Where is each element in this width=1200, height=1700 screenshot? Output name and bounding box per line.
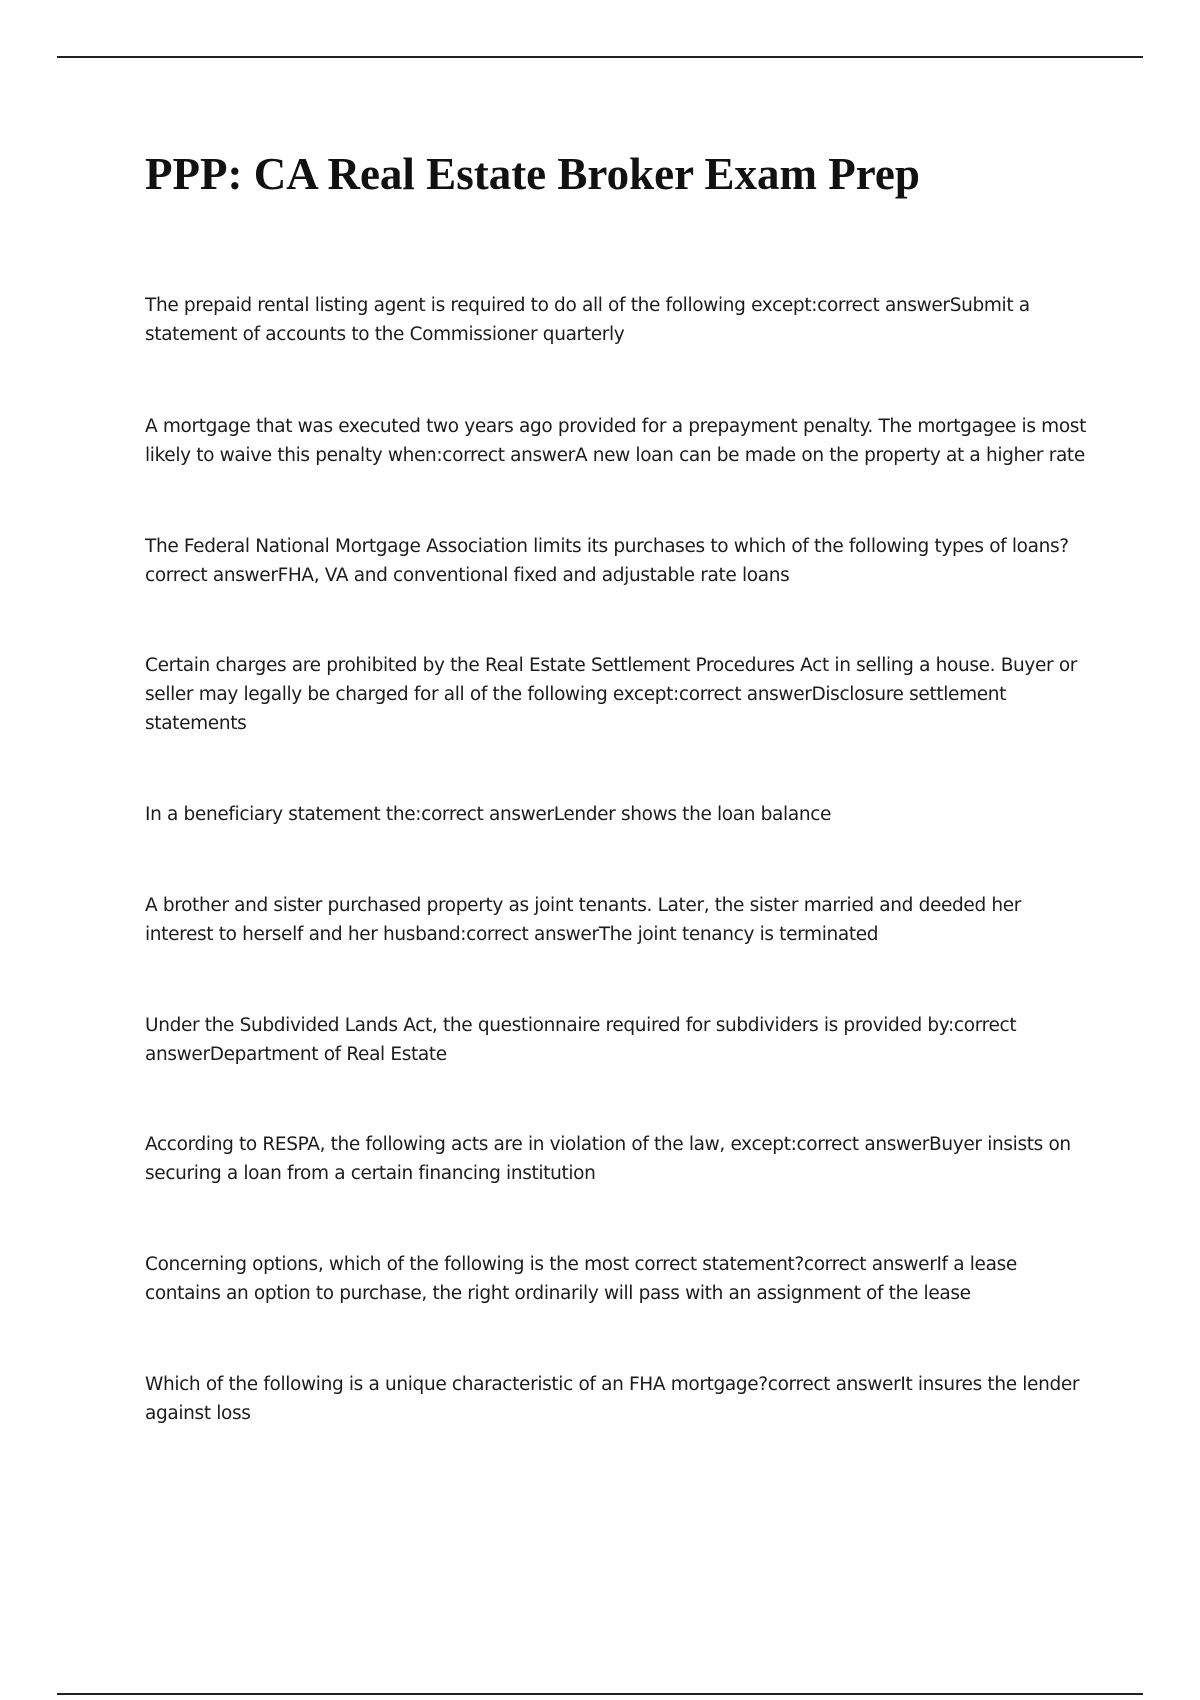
qa-item-1: The prepaid rental listing agent is required to do all of the following except:correct answerSubmit a statement of accounts to the Commissioner quarterly <box>145 295 1030 345</box>
qa-item-10: Which of the following is a unique characteristic of an FHA mortgage?correct answerIt insures the lender against loss <box>145 1374 1080 1424</box>
qa-item-9: Concerning options, which of the following is the most correct statement?correct answerIf a lease contains an option to purchase, the right ordinarily will pass with an assignment of the lease <box>145 1254 1017 1304</box>
qa-item-7: Under the Subdivided Lands Act, the questionnaire required for subdividers is provided by:correct answerDepartment of Real Estate <box>145 1015 1017 1065</box>
bottom-rule <box>57 1693 1143 1695</box>
qa-item-2: A mortgage that was executed two years ago provided for a prepayment penalty. The mortgagee is most likely to waive this penalty when:correct answerA new loan can be made on the property at a higher rate <box>145 416 1086 466</box>
qa-item-3: The Federal National Mortgage Association limits its purchases to which of the following types of loans?correct answerFHA, VA and conventional fixed and adjustable rate loans <box>145 536 1069 586</box>
qa-item-4: Certain charges are prohibited by the Real Estate Settlement Procedures Act in selling a house. Buyer or seller may legally be charged for all of the following except:correct answerDisclosure settlement statements <box>145 655 1078 734</box>
qa-item-8: According to RESPA, the following acts are in violation of the law, except:correct answerBuyer insists on securing a loan from a certain financing institution <box>145 1134 1071 1184</box>
qa-item-6: A brother and sister purchased property as joint tenants. Later, the sister married and deeded her interest to herself and her husband:correct answerThe joint tenancy is terminated <box>145 895 1022 945</box>
document-title: PPP: CA Real Estate Broker Exam Prep <box>145 149 920 199</box>
top-rule <box>57 56 1143 58</box>
qa-item-5: In a beneficiary statement the:correct answerLender shows the loan balance <box>145 804 832 825</box>
